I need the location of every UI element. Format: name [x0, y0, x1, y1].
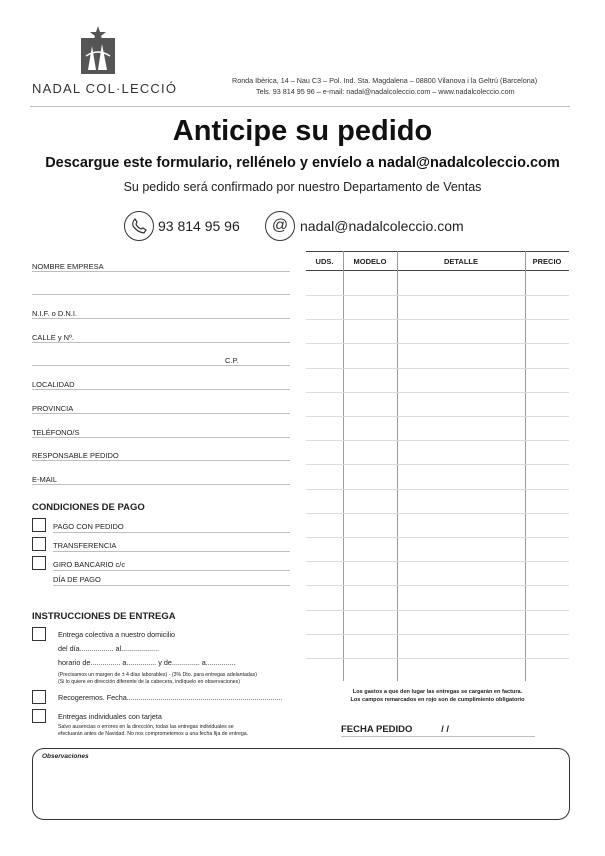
- nadal-logo-icon: [78, 26, 118, 74]
- table-row[interactable]: [306, 513, 569, 514]
- table-row[interactable]: [306, 416, 569, 417]
- table-row[interactable]: [306, 658, 569, 659]
- observaciones-box[interactable]: [32, 748, 570, 820]
- checkbox-entregas-individuales[interactable]: [32, 709, 46, 723]
- note-campos: Los campos remarcados en rojo son de cumplimiento obligatorio: [350, 697, 525, 703]
- label-dia-pago: DÍA DE PAGO: [53, 575, 101, 584]
- table-row[interactable]: [306, 343, 569, 344]
- col-header-precio: PRECIO: [532, 257, 562, 266]
- checkbox-recogeremos[interactable]: [32, 690, 46, 704]
- column-divider: [343, 251, 344, 681]
- page-title: Anticipe su pedido: [172, 115, 433, 147]
- confirmation-text: Su pedido será confirmado por nuestro Departamento de Ventas: [123, 180, 482, 194]
- label-transferencia: TRANSFERENCIA: [53, 541, 117, 550]
- note-entregas-1: Salvo ausencias o errores en la dirección, todas las entregas individuales se: [58, 724, 234, 730]
- checkbox-giro-bancario[interactable]: [32, 556, 46, 570]
- table-row[interactable]: [306, 319, 569, 320]
- at-icon: @: [265, 211, 295, 241]
- label-entregas-individuales: Entregas individuales con tarjeta: [58, 712, 162, 721]
- label-responsable: RESPONSABLE PEDIDO: [32, 451, 119, 460]
- note-entregas-2: efectuarán antes de Navidad. No nos comprometemos a una fecha fija de entrega.: [58, 731, 249, 737]
- checkbox-entrega-colectiva[interactable]: [32, 627, 46, 641]
- brand-name: NADAL COL·LECCIÓ: [32, 81, 178, 96]
- label-provincia: PROVINCIA: [32, 404, 74, 413]
- phone-number: 93 814 95 96: [158, 218, 240, 234]
- note-gastos: Los gastos a que den lugar las entregas se cargarán en factura.: [352, 689, 523, 695]
- column-divider: [525, 251, 526, 681]
- rule-pago-con-pedido: [53, 532, 290, 533]
- label-fecha-pedido: [341, 724, 449, 735]
- field-telefono[interactable]: [32, 437, 290, 438]
- label-entrega-colectiva: Entrega colectiva a nuestro domicilio: [58, 630, 176, 639]
- note-margen: (Precisamos un margen de ± 4 días laborables) - (3% Dto. para entregas adelantadas): [58, 672, 257, 678]
- label-giro-bancario: GIRO BANCARIO c/c: [53, 560, 126, 569]
- col-header-detalle: DETALLE: [443, 257, 479, 266]
- field-cp[interactable]: [32, 365, 290, 366]
- table-header-border: [306, 270, 569, 271]
- email-address: nadal@nadalcoleccio.com: [300, 218, 464, 234]
- field-dia-pago[interactable]: [53, 585, 290, 586]
- field-nombre-empresa-2[interactable]: [32, 294, 290, 295]
- field-recogeremos[interactable]: Recogeremos. Fecha..............................................................................: [58, 693, 283, 702]
- col-header-modelo: MODELO: [353, 257, 387, 266]
- field-calle[interactable]: [32, 342, 290, 343]
- field-email[interactable]: [32, 484, 290, 485]
- label-nombre-empresa: NOMBRE EMPRESA: [32, 262, 104, 271]
- label-pago-con-pedido: PAGO CON PEDIDO: [53, 522, 124, 531]
- label-email: E-MAIL: [32, 475, 58, 484]
- label-localidad: LOCALIDAD: [32, 380, 75, 389]
- label-cp: C.P.: [225, 356, 239, 365]
- table-row[interactable]: [306, 295, 569, 296]
- label-nif: N.I.F. o D.N.I.: [32, 309, 78, 318]
- field-horario[interactable]: horario de............... a............... y de.............. a...............: [58, 658, 236, 667]
- note-direccion: (Si lo quiere en dirección diferente de la cabecera, indíquelo en observaciones): [58, 679, 240, 685]
- table-row[interactable]: [306, 585, 569, 586]
- field-del-dia[interactable]: del día................. al...................: [58, 644, 160, 653]
- field-responsable[interactable]: [32, 460, 290, 461]
- label-calle: CALLE y Nº.: [32, 333, 74, 342]
- page-subtitle: Descargue este formulario, rellénelo y envíelo a nadal@nadalcoleccio.com: [45, 155, 560, 171]
- section-instrucciones-entrega: INSTRUCCIONES DE ENTREGA: [32, 611, 176, 622]
- fecha-pedido-text: FECHA PEDIDO: [341, 724, 413, 735]
- table-row[interactable]: [306, 489, 569, 490]
- table-row[interactable]: [306, 634, 569, 635]
- table-row[interactable]: [306, 368, 569, 369]
- order-table: [306, 251, 569, 681]
- section-condiciones-pago: CONDICIONES DE PAGO: [32, 502, 145, 513]
- table-row[interactable]: [306, 561, 569, 562]
- address-line: Ronda Ibèrica, 14 – Nau C3 – Pol. Ind. Sta. Magdalena – 08800 Vilanova i la Geltrú (Barcelona): [232, 76, 538, 85]
- field-giro-bancario[interactable]: [53, 570, 290, 571]
- label-telefono: TELÉFONO/S: [32, 428, 80, 437]
- table-row[interactable]: [306, 537, 569, 538]
- checkbox-transferencia[interactable]: [32, 537, 46, 551]
- contact-line: Tels. 93 814 95 96 – e-mail: nadal@nadalcoleccio.com – www.nadalcoleccio.com: [256, 87, 515, 96]
- table-row[interactable]: [306, 440, 569, 441]
- table-row[interactable]: [306, 464, 569, 465]
- col-header-uds: UDS.: [315, 257, 334, 266]
- field-nif[interactable]: [32, 318, 290, 319]
- label-observaciones: Observaciones: [42, 753, 89, 760]
- field-localidad[interactable]: [32, 389, 290, 390]
- table-top-border: [306, 251, 569, 252]
- field-nombre-empresa[interactable]: [32, 271, 290, 272]
- header-divider: [30, 106, 570, 107]
- field-provincia[interactable]: [32, 413, 290, 414]
- checkbox-pago-con-pedido[interactable]: [32, 518, 46, 532]
- column-divider: [397, 251, 398, 681]
- fecha-slashes: / /: [441, 724, 449, 735]
- field-fecha-pedido[interactable]: [341, 736, 535, 737]
- table-row[interactable]: [306, 610, 569, 611]
- phone-icon: [124, 211, 154, 241]
- rule-transferencia: [53, 551, 290, 552]
- table-row[interactable]: [306, 392, 569, 393]
